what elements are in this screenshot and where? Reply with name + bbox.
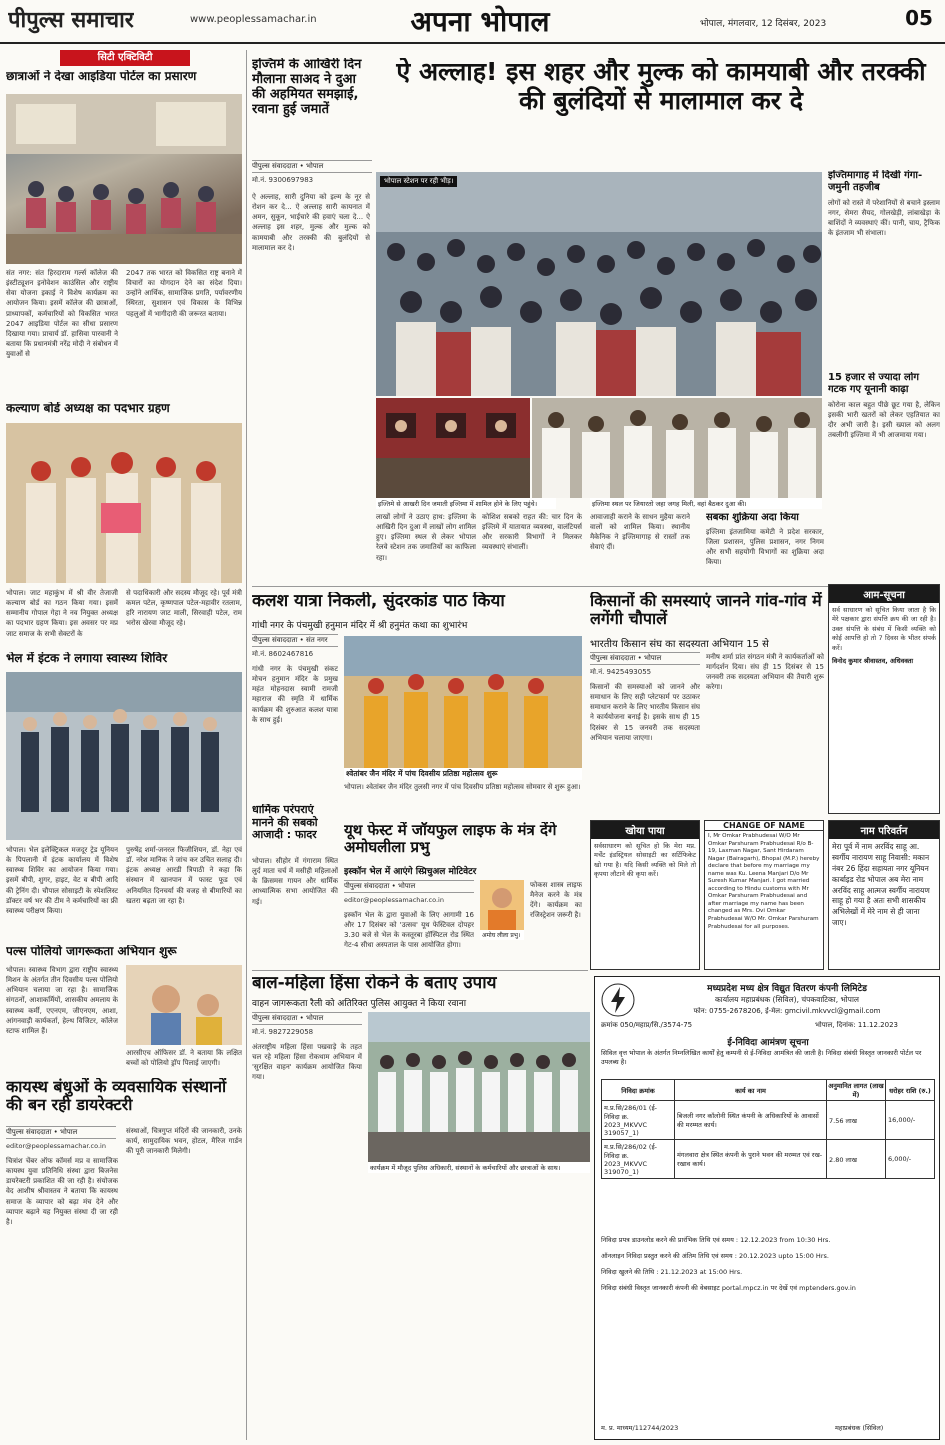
- story-health-camp-headline: भेल में इंटक ने लगाया स्वास्थ्य शिविर: [6, 652, 168, 665]
- tender-footer-4[interactable]: निविदा संबंधी विस्तृत जानकारी कंपनी की वेबसाइट portal.mpcz.in पर देखें एवं mptenders.gov.in: [601, 1284, 856, 1292]
- logo: पीपुल्स समाचार: [8, 8, 134, 33]
- change-of-name-text: I, Mr Omkar Prabhudesai W/O Mr Omkar Parshuram Prabhudesai R/o B-19, Laxman Nagar, Sant Hirdaram Nagar (Bairagarh), Bhopal (M.P.) hereby declare that before my marriage my name was Ku. Leena Manjari D/o Mr Suresh Kumar Manjari. I got married according to Hindu customs with Mr Omkar Parshuram Prabhudesai and after marriage my name has been changed as Mrs. Ovi Omkar Prabhudesai W/O Mr. Omkar Parshuram Prabhudesai for all purposes.: [708, 833, 820, 930]
- story-kayastha-byline: पीपुल्स संवाददाता • भोपाल: [6, 1126, 116, 1139]
- classroom-illustration: [6, 94, 242, 264]
- lead-photo-tag: भोपाल स्टेशन पर रही भीड़।: [380, 176, 457, 187]
- story-ijtima-text: ऐ अल्लाह, सारी दुनिया को इल्म के नूर से रोशन कर दे... ऐ अल्लाह सारी कायनात में अमन, सुकून, भाईचारे की हवाएं चला दे... ऐ अल्लाह इस शहर, मुल्क और मुल्क को कामयाबी और तरक्की की बुलंदियों से मालामाल कर दे।: [252, 193, 370, 252]
- story-baal-mahila-byline: पीपुल्स संवाददाता • भोपाल: [252, 1012, 362, 1025]
- table-header-cell: निविदा क्रमांक: [602, 1080, 675, 1101]
- tender-notice: [594, 976, 940, 1440]
- change-of-name-title: CHANGE OF NAME: [705, 821, 823, 831]
- change-of-name-box: [704, 820, 824, 970]
- polio-photo: [126, 965, 242, 1045]
- story-kayastha-headline: कायस्थ बंधुओं के व्यवसायिक संस्थानों की बन रही डायरेक्टरी: [6, 1078, 227, 1115]
- tender-heading: ई-निविदा आमंत्रण सूचना: [727, 1038, 809, 1048]
- story-polio-text-2: आरसीएच ऑफिसर डॉ. ने बताया कि लक्षित बच्चों को पोलियो ड्रॉप पिलाई जाएगी।: [126, 1049, 242, 1068]
- tender-ad-ref: म. प्र. माध्यम/112744/2023: [601, 1424, 679, 1432]
- story-ganga-jamuni-text: लोगों को रास्ते में परेशानियों से बचाने इस्लाम नगर, सेमरा सैयद, गोलखेड़ी, लांबाखेड़ा के बाशिंदों ने व्यवस्थाएं कीं। पानी, चाय, ट्रैफिक के इंतजाम भी संभाला।: [828, 199, 940, 238]
- monk-photo: [480, 880, 524, 930]
- tender-ref: क्रमांक 050/महाप्र/सि./3574-75: [601, 1021, 693, 1029]
- table-cell: 7.56 लाख: [827, 1101, 886, 1140]
- name-change-box: [828, 820, 940, 970]
- story-kalash-byline: पीपुल्स संवाददाता • संत नगर: [252, 634, 338, 647]
- story-baal-mahila-text: अंतराष्ट्रीय महिला हिंसा पखवाड़े के तहत चल रहे महिला हिंसा रोकथाम अभियान में 'सुरक्षित वाहन' कार्यक्रम आयोजित किया गया।: [252, 1043, 362, 1082]
- tender-office: कार्यालय महाप्रबंधक (सिविल), चंपकवाटिका, भोपाल: [715, 995, 859, 1004]
- story-kayastha-email[interactable]: editor@peoplessamachar.co.in: [6, 1142, 106, 1150]
- story-kisan-phone: मो.नं. 9425493055: [590, 668, 652, 676]
- gathering-illustration: [532, 398, 822, 498]
- tender-date: भोपाल, दिनांक: 11.12.2023: [815, 1021, 898, 1029]
- story-health-camp-text-2: पुरुषेंद्र शर्मा-जनरल फिजीशियन, डॉ. नेहा एवं डॉ. नरेश मानिक ने जांच कर उचित सलाह दी। इंटक अध्यक्ष आरडी त्रिपाठी ने कहा कि संस्थान में खानपान में फास्ट फूड एवं अनियमित दिनचर्या की वजह से बीमारियों का खतरा बढ़ता जा रहा है।: [126, 846, 242, 905]
- name-change-text: मेरा पूर्व में नाम अरविंद साहू आ. स्वर्गीय नारायण साहू निवासी: मकान नंबर 26 हिंदा सहायता नगर यूनियन कार्बाइड रोड भोपाल अब मेरा नाम अरविंद साहू आत्मज स्वर्गीय नारायण साहू हो गया है अतः सभी शासकीय अभिलेखों में मेरे नाम से ही जाना जाए।: [832, 842, 930, 928]
- story-kalyan-board-text-2: से पदाधिकारी और सदस्य मौजूद रहे। पूर्व मंत्री कमल पटेल, कृष्णपाल पटेल-महावीर रतलाम, हरि नारायण जाट माली, सिरवाही पटेल, राम भरोस खेरवा मौजूद रहे।: [126, 589, 242, 628]
- city-activity-tag: सिटी एक्टिविटी: [60, 50, 190, 66]
- story-youth-fest-email[interactable]: editor@peoplessamachar.co.in: [344, 896, 444, 904]
- story-kalash-headline: कलश यात्रा निकली, सुंदरकांड पाठ किया: [252, 592, 505, 611]
- story-ijtima-byline: पीपुल्स संवाददाता • भोपाल: [252, 160, 372, 173]
- story-ijtima-phone: मो.नं. 9300697983: [252, 176, 314, 184]
- story-ganga-jamuni-headline: इज्तिमागाह में दिखी गंगा-जमुनी तहजीब: [828, 170, 923, 193]
- story-kayastha-text-2: संस्थाओं, चित्रगुप्त मंदिरों की जानकारी, उनके कार्य, सामुदायिक भवन, होटल, मैरिज गार्डन की पूरी जानकारी मिलेगी।: [126, 1127, 242, 1156]
- story-kisan-text: किसानों की समस्याओं को जानने और समाधान के लिए सही प्लेटफार्म पर उठाकर समाधान कराने के लिए भारतीय किसान संघ ने कार्ययोजना बनाई है। इसके साथ ही 15 दिसंबर से 15 जनवरी तक सदस्यता अभियान चलाया जाएगा।: [590, 683, 700, 742]
- story-kayastha-text: चित्रांश चेंबर ऑफ कॉमर्स मप्र व सामाजिक कायस्थ युवा प्रतिनिधि संस्था द्वारा बिजनेस डायरेक्टरी प्रकाशित की जा रही है। संयोजक वेद आशीष श्रीवास्तव ने बताया कि कायस्थ समाज के व्यापार को बढ़ा मंच देने और व्यापार बढ़ाने यह नियुक्त संस्था दी जा रही है।: [6, 1157, 118, 1226]
- story-idea-portal-text-2: 2047 तक भारत को विकसित राष्ट्र बनाने में विचारों का योगदान देने का संदेश दिया। उन्होंने आर्थिक, सामाजिक प्रगति, पर्यावरणीय स्थिरता, सुशासन एवं विकास के विभिन्न पहलुओं में भागीदारी की जरूरत बताया।: [126, 269, 242, 318]
- masthead: [0, 0, 945, 44]
- horizontal-rule-low: [252, 970, 588, 971]
- table-header-cell: कार्य का नाम: [675, 1080, 827, 1101]
- story-ijtima-dua-headline: इज्तिमे के आखिरी दिन मौलाना साअद ने दुआ की अहमियत समझाई, रवाना हुई जमातें: [252, 58, 362, 117]
- procession-illustration: [344, 636, 582, 768]
- monk-caption: अमोघ लीला प्रभु।: [480, 930, 524, 940]
- table-cell: मंगलवारा क्षेत्र स्थित कंपनी के पुराने भवन की मरम्मत एवं रख-रखाव कार्य।: [675, 1140, 827, 1179]
- table-header-cell: धरोहर राशि (रु.): [886, 1080, 935, 1101]
- table-row: [602, 1101, 935, 1140]
- rally-caption: कार्यक्रम में मौजूद पुलिस अधिकारी, संस्थानों के कर्मचारियों और छात्राओं के साथ।: [368, 1162, 590, 1173]
- lead-gathering-photo: [532, 398, 822, 498]
- story-father-headline: धार्मिक परंपराएं मानने की सबको आजादी : फादर: [252, 804, 318, 842]
- health-camp-photo: [6, 672, 242, 840]
- bolt-icon: [601, 983, 635, 1017]
- story-kalash-subtitle: गांधी नगर के पंचमुखी हनुमान मंदिर में श्री हनुमंत कथा का शुभारंभ: [252, 621, 468, 631]
- tender-table: [601, 1079, 935, 1179]
- lead-train-photo: [376, 398, 530, 498]
- group-portrait-illustration: [6, 423, 242, 583]
- aam-suchna-title: आम-सूचना: [829, 585, 939, 603]
- story-father-text: भोपाल। सीहोर में गंगाराम स्थित लुर्द माता चर्च में मसीही महिलाओं के क्रिसमस गायन और धार्मिक आध्यात्मिक सभा आयोजित की गई।: [252, 857, 338, 906]
- health-camp-illustration: [6, 672, 242, 840]
- aam-suchna-text: सर्व साधारण को सूचित किया जाता है कि मेरे पक्षकार द्वारा संपत्ति क्रय की जा रही है। उक्त संपत्ति के संबंध में किसी व्यक्ति को कोई आपत्ति हो तो 7 दिवस के भीतर संपर्क करें।: [832, 606, 936, 652]
- lead-caption-right: इज्तिमा स्थल पर जियारतो जहा जगह मिली, वहां बैठकर दुआ की।: [590, 498, 822, 509]
- table-cell: बिजली नगर कॉलोनी स्थित कंपनी के अधिकारियों के आवासों की मरम्मत कार्य।: [675, 1101, 827, 1140]
- story-kisan-text-2: मनीष शर्मा प्रांत संगठन मंत्री ने कार्यकर्ताओं को मार्गदर्शन दिया। संघ ही 15 दिसंबर से 15 जनवरी तक सदस्यता अभियान की तैयारी शुरू करेगा।: [706, 653, 824, 692]
- lead-body-c: आवाजाही कराने के साधन मुहैया कराने वालों को शामिल किया। स्थानीय मैकेनिक ने इज्तिमागाह से रास्तों तक सेवाएं दीं।: [590, 513, 690, 552]
- story-unani-kadha-headline: 15 हजार से ज्यादा लोग गटक गए यूनानी काढ़ा: [828, 372, 920, 395]
- dateline: भोपाल, मंगलवार, 12 दिसंबर, 2023: [700, 19, 827, 29]
- section-title: अपना भोपाल: [410, 5, 550, 38]
- rally-photo: [368, 1012, 590, 1162]
- rally-group-illustration: [368, 1012, 590, 1162]
- table-cell: म.प्र.सि/286/02 (ई-निविदा क्र. 2023_MKVVC 319070_1): [602, 1140, 675, 1179]
- table-cell: 2.80 लाख: [827, 1140, 886, 1179]
- lost-found-text: सर्वसाधारण को सूचित हो कि मेरा मप्र. मर्चेंट इंडस्ट्रियल सोसाइटी का सर्टिफिकेट खो गया है। यदि किसी व्यक्ति को मिले तो कृपया लौटाने की कृपा करें।: [594, 842, 696, 879]
- lead-thanks-text: इज्तिमा इंतजामिया कमेटी ने प्रदेश सरकार, जिला प्रशासन, पुलिस प्रशासन, नगर निगम और सभी सहयोगी विभागों का शुक्रिया अदा किया।: [706, 528, 824, 567]
- train-illustration: [376, 398, 530, 498]
- story-polio-headline: पल्स पोलियो जागरूकता अभियान शुरू: [6, 945, 177, 958]
- name-change-title: नाम परिवर्तन: [829, 821, 939, 839]
- story-baal-mahila-phone: मो.नं. 9827229058: [252, 1028, 314, 1036]
- kalash-yatra-photo: [344, 636, 582, 768]
- lead-thanks-headline: सबका शुक्रिया अदा किया: [706, 512, 799, 523]
- crowd-illustration: [376, 172, 822, 396]
- table-cell: म.प्र.सि/286/01 (ई-निविदा क्र. 2023_MKVVC 319057_1): [602, 1101, 675, 1140]
- story-kalash-text: गांधी नगर के पंचमुखी संकट मोचन हनुमान मंदिर के प्रमुख महंत मोहनदास स्वामी रामजी महाराज की स्मृति में धार्मिक कार्यक्रम की शुरुआत कलश यात्रा के साथ हुई।: [252, 665, 338, 724]
- lead-caption-left: इज्तिमे से आखरी दिन जमाती इज्तिमा में शामिल होने के लिए पहुंचे।: [376, 498, 556, 509]
- story-youth-fest-text-2: फोकस शास्त्र लाइफ मैनेज करने के मंत्र देंगे। कार्यक्रम का रजिस्ट्रेशन जरूरी है।: [530, 881, 582, 920]
- monk-portrait-illustration: [480, 880, 524, 930]
- lead-body-b: कोशिश सबको राहत की: चार दिन के इज्तिमे में यातायात व्यवस्था, वालंटियर्स और सरकारी विभागों ने मिलकर व्यवस्थाएं संभालीं।: [482, 513, 582, 552]
- story-youth-fest-subtitle: इस्कॉन भेल में आएंगे स्प्रिचुअल मोटिवेटर: [344, 867, 477, 877]
- column-rule-1: [246, 50, 247, 1440]
- tender-intro: सिविल वृत्त भोपाल के अंतर्गत निम्नलिखित कार्यों हेतु कम्पनी से ई-निविदा आमंत्रित की जाती है। निविदा संबंधी विस्तृत जानकारी पोर्टल पर उपलब्ध है।: [601, 1049, 922, 1067]
- tender-footer-1: निविदा प्रपत्र डाउनलोड करने की प्रारंभिक तिथि एवं समय : 12.12.2023 from 10:30 Hrs.: [601, 1236, 831, 1244]
- website[interactable]: www.peoplessamachar.in: [190, 14, 317, 25]
- page-number: 05: [905, 6, 933, 30]
- story-idea-portal-headline: छात्राओं ने देखा आइडिया पोर्टल का प्रसारण: [6, 70, 197, 83]
- table-row: [602, 1140, 935, 1179]
- tender-table-header: [602, 1080, 935, 1101]
- jain-temple-text: भोपाल। श्वेतांबर जैन मंदिर तुलसी नगर में पांच दिवसीय प्रतिष्ठा महोत्सव सोमवार से शुरू हुआ।: [344, 783, 581, 791]
- story-unani-kadha-text: कोरोना काल बहुत पीछे छूट गया है, लेकिन इसकी भारी खतरों को लेकर एहतियात का दौर अभी जारी है। इसी ख्याल को अलग तबलीगी इज्तिमा में भी आजमाया गया।: [828, 401, 940, 440]
- table-header-cell: अनुमानित लागत (लाख में): [827, 1080, 886, 1101]
- table-cell: 16,000/-: [886, 1101, 935, 1140]
- classroom-photo: [6, 94, 242, 264]
- tender-company: मध्यप्रदेश मध्य क्षेत्र विद्युत वितरण कंपनी लिमिटेड: [707, 984, 867, 994]
- lost-found-title: खोया पाया: [591, 821, 699, 839]
- lead-headline: ऐ अल्लाह! इस शहर और मुल्क को कामयाबी और तरक्की की बुलंदियों से मालामाल कर दे: [396, 58, 926, 115]
- aam-suchna-box: [828, 584, 940, 814]
- story-health-camp-text: भोपाल। भेल इलेक्ट्रिकल मजदूर ट्रेड यूनियन के पिपलानी में इंटक कार्यालय में विशेष स्वास्थ्य शिविर का आयोजन किया गया। इसमें बीपी, शुगर, हाइट, वेट व बीपी आदि की ट्रेनिंग दी। चौपाल सोसाइटी के स्पेशलिस्ट डॉक्टर वर्ष भर की टीम ने कर्मचारियों का फ्री स्वास्थ्य परीक्षण किया।: [6, 846, 118, 915]
- kalyan-board-photo: [6, 423, 242, 583]
- aam-suchna-advocate: विनोद कुमार श्रीवास्तव, अधिवक्ता: [832, 657, 914, 666]
- story-kisan-byline: पीपुल्स संवाददाता • भोपाल: [590, 652, 700, 665]
- story-kalyan-board-headline: कल्याण बोर्ड अध्यक्ष का पदभार ग्रहण: [6, 402, 170, 415]
- tender-phone: फोन: 0755-2678206, ई-मेल: gmcivil.mkvvcl@gmail.com: [693, 1007, 881, 1015]
- story-kisan-subtitle: भारतीय किसान संघ का सदस्यता अभियान 15 से: [590, 639, 769, 650]
- jain-temple-caption: श्वेतांबर जैन मंदिर में पांच दिवसीय प्रतिष्ठा महोत्सव शुरू: [344, 768, 582, 780]
- horizontal-rule-mid: [252, 586, 828, 587]
- story-baal-mahila-headline: बाल-महिला हिंसा रोकने के बताए उपाय: [252, 974, 497, 993]
- story-youth-fest-byline: पीपुल्स संवाददाता • भोपाल: [344, 880, 474, 893]
- tender-footer-2: ऑनलाइन निविदा प्रस्तुत करने की अंतिम तिथि एवं समय : 20.12.2023 upto 15:00 Hrs.: [601, 1252, 829, 1260]
- story-youth-fest-text: इस्कॉन भेल के द्वारा युवाओं के लिए आगामी 16 और 17 दिसंबर को 'उत्सव' यूथ फेस्टिवल दोपहर 3.30 बजे से भेल के कस्तूरबा हॉस्पिटल रोड स्थित गेट-4 सीधा अस्पताल के पास आयोजित होगा।: [344, 911, 474, 950]
- rally-subtitle: वाहन जागरूकता रैली को अतिरिक्त पुलिस आयुक्त ने किया रवाना: [252, 999, 467, 1009]
- story-kisan-headline: किसानों की समस्याएं जानने गांव-गांव में लगेंगी चौपालें: [590, 592, 822, 629]
- tender-signoff: महाप्रबंधक (सिविल): [835, 1424, 884, 1432]
- lead-crowd-photo: [376, 172, 822, 396]
- power-logo: [601, 983, 635, 1017]
- polio-drop-illustration: [126, 965, 242, 1045]
- lead-body-a: लाखों लोगों ने उठाए हाथ: इज्तिमा के आखिरी दिन दुआ में लाखों लोग शामिल हुए। इज्तिमा स्थल से लेकर भोपाल रेलवे स्टेशन तक जमातियों का काफिला रहा।: [376, 513, 476, 562]
- story-kalyan-board-text: भोपाल। जाट महाकुंभ में श्री वीर तेजाजी कल्याण बोर्ड का गठन किया गया। इसमें सम्मानीय गोपाल गेहा ने नव नियुक्त अध्यक्ष का पदभार ग्रहण किया। इस अवसर पर मप्र जाट समाज के सभी सेक्टरों के: [6, 589, 118, 638]
- story-kalash-phone: मो.नं. 8602467816: [252, 650, 314, 658]
- table-cell: 6,000/-: [886, 1140, 935, 1179]
- lost-found-box: [590, 820, 700, 970]
- story-polio-text: भोपाल। स्वास्थ्य विभाग द्वारा राष्ट्रीय स्वास्थ्य मिशन के अंतर्गत तीन दिवसीय पल्स पोलियो अभियान चलाया जा रहा है। सामाजिक संगठनों, आशाकर्मियों, शासकीय अमलाय के स्वास्थ्य कर्मी, एएनएम, जीएनएम, आशा, आंगनवाड़ी कार्यकर्ता, हेल्थ विजिटर, कॉलेज स्टाफ शामिल हैं।: [6, 966, 118, 1035]
- story-idea-portal-text: संत नगर: संत हिरदाराम गर्ल्स कॉलेज की इंस्टीट्यूशन इनोवेशन काउंसिल और राष्ट्रीय सेवा योजना इकाई ने विशेष कार्यक्रम का आयोजन किया। इसमें कॉलेज की छात्राओं, प्राध्यापकों, कर्मचारियों को विकसित भारत 2047 आइडिया पोर्टल का सीधा प्रसारण दिखाया गया। प्राचार्य डॉ. हासिवा पारवानी ने बताया कि प्रधानमंत्री नरेंद्र मोदी ने संबोधन में युवाओं से: [6, 269, 118, 359]
- tender-footer-3: निविदा खुलने की तिथि : 21.12.2023 at 15:00 Hrs.: [601, 1268, 743, 1276]
- story-youth-fest-headline: यूथ फेस्ट में जॉयफुल लाइफ के मंत्र देंगे अमोघलीला प्रभु: [344, 822, 557, 857]
